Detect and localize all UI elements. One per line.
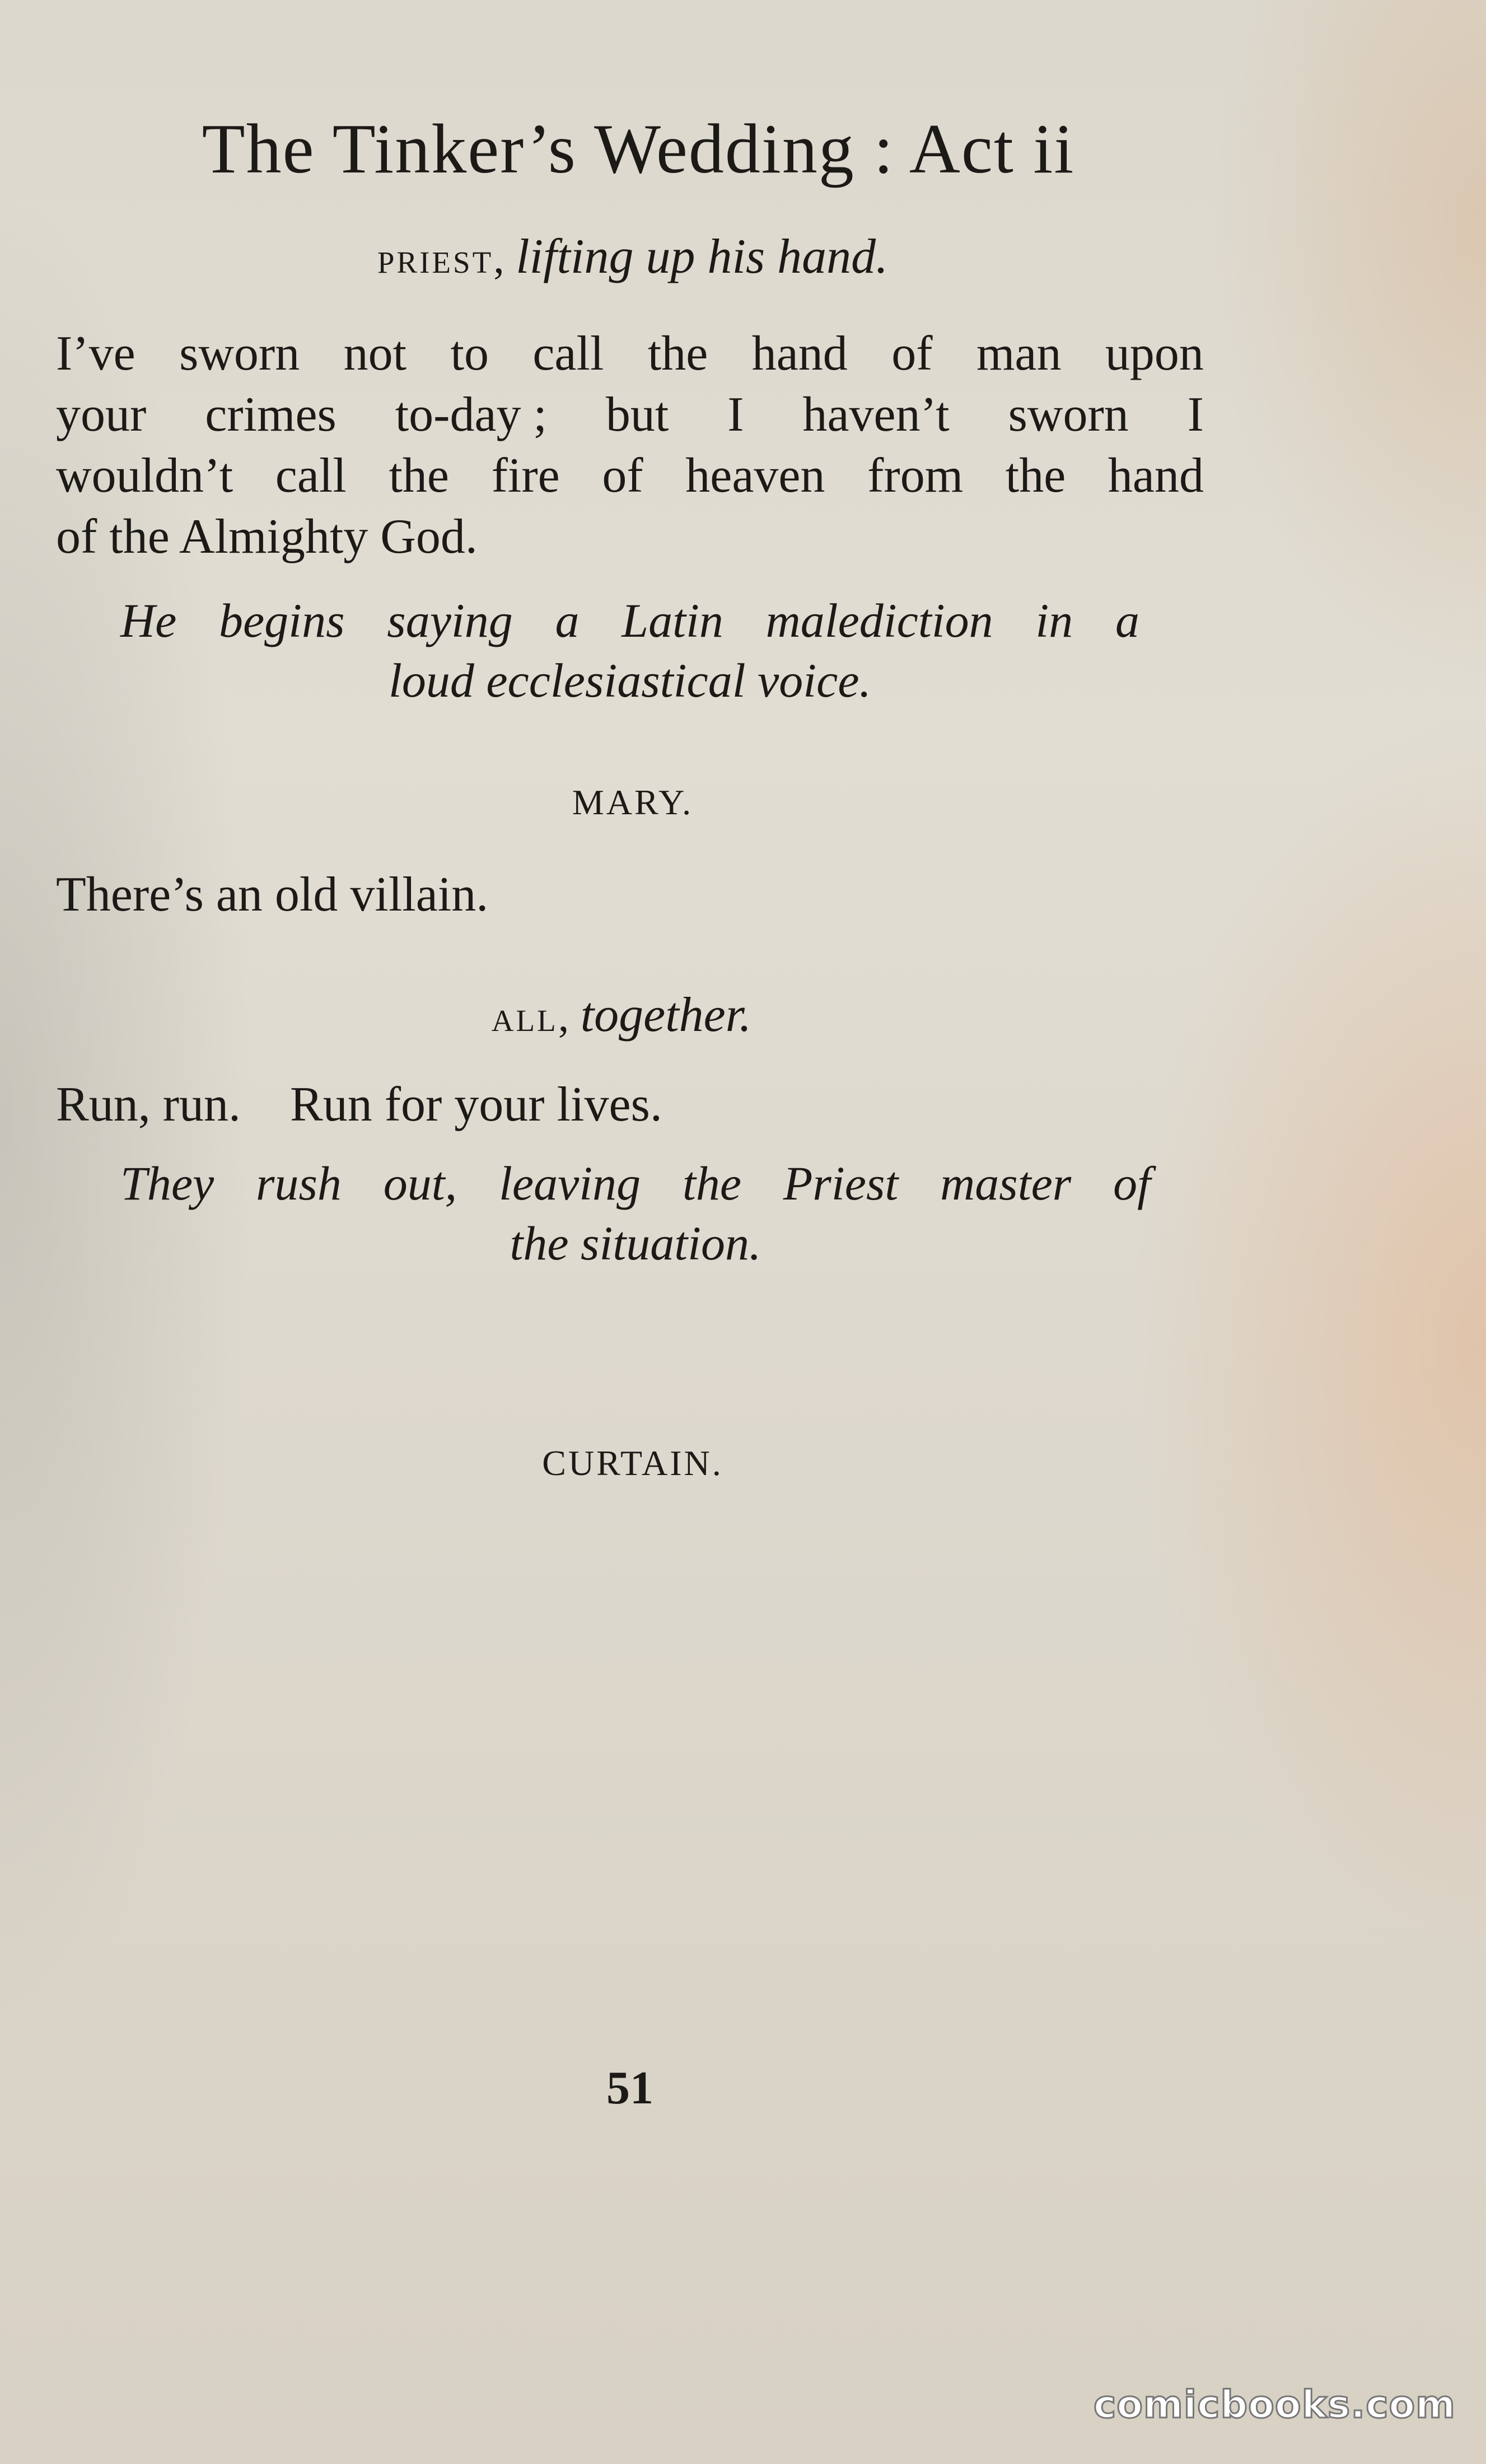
watermark-logo: comicbooks.com bbox=[1093, 2383, 1456, 2427]
word: Latin bbox=[621, 594, 723, 647]
speaker-heading-all bbox=[426, 987, 817, 1043]
word: to bbox=[450, 326, 489, 381]
word: from bbox=[867, 449, 964, 503]
word: leaving bbox=[499, 1156, 641, 1210]
speech-priest bbox=[56, 323, 1204, 567]
word: out, bbox=[383, 1156, 457, 1210]
speech-line bbox=[56, 445, 1204, 506]
word: rush bbox=[256, 1156, 342, 1210]
speech-all: Run, run. Run for your lives. bbox=[56, 1077, 662, 1132]
running-head: The Tinker’s Wedding : Act ii bbox=[202, 110, 1075, 188]
word: in bbox=[1035, 594, 1073, 647]
speech-line bbox=[56, 323, 1204, 384]
speaker-name-all: all, bbox=[491, 992, 572, 1040]
word: They bbox=[120, 1156, 214, 1210]
word: I bbox=[1187, 388, 1204, 442]
speech-line bbox=[56, 384, 1204, 445]
word: of bbox=[891, 326, 933, 381]
word: not bbox=[343, 326, 407, 381]
speech-line: of the Almighty God. bbox=[56, 510, 478, 564]
stage-direction-line: loud ecclesiastical voice. bbox=[388, 654, 872, 707]
speech-mary: There’s an old villain. bbox=[56, 867, 489, 922]
word: your bbox=[56, 388, 147, 442]
word: a bbox=[1115, 594, 1139, 647]
word: malediction bbox=[765, 594, 993, 647]
speaker-name-mary: MARY. bbox=[572, 782, 694, 822]
word: begins bbox=[219, 594, 345, 647]
stage-direction-2 bbox=[120, 1154, 1151, 1273]
speaker-heading-mary bbox=[493, 781, 773, 824]
word: master bbox=[940, 1156, 1072, 1210]
word: He bbox=[120, 594, 177, 647]
stage-direction-line bbox=[120, 591, 1139, 651]
stage-direction-line: the situation. bbox=[510, 1216, 761, 1270]
word: hand bbox=[751, 326, 848, 381]
speaker-heading-priest bbox=[325, 228, 941, 285]
word: haven’t bbox=[802, 388, 950, 442]
speaker-name-priest: priest, bbox=[377, 234, 507, 282]
word: saying bbox=[387, 594, 513, 647]
word: the bbox=[389, 449, 449, 503]
word: of bbox=[602, 449, 643, 503]
word: hand bbox=[1108, 449, 1204, 503]
word: the bbox=[647, 326, 708, 381]
word: call bbox=[275, 449, 347, 503]
word: crimes bbox=[205, 388, 337, 442]
inline-direction-all: together. bbox=[580, 988, 752, 1042]
word: to-day ; bbox=[395, 388, 547, 442]
curtain-heading bbox=[465, 1442, 801, 1485]
word: but bbox=[605, 388, 669, 442]
stage-direction-line bbox=[120, 1154, 1151, 1214]
word: the bbox=[682, 1156, 742, 1210]
stage-direction-1 bbox=[120, 591, 1139, 711]
word: heaven bbox=[685, 449, 825, 503]
word: fire bbox=[491, 449, 560, 503]
word: sworn bbox=[1008, 388, 1129, 442]
word: sworn bbox=[179, 326, 300, 381]
word: man bbox=[976, 326, 1062, 381]
word: upon bbox=[1105, 326, 1204, 381]
word: Priest bbox=[783, 1156, 899, 1210]
word: I bbox=[727, 388, 744, 442]
word: I’ve bbox=[56, 326, 135, 381]
page-number: 51 bbox=[606, 2062, 653, 2114]
word: the bbox=[1005, 449, 1066, 503]
word: call bbox=[532, 326, 604, 381]
curtain-label: CURTAIN. bbox=[542, 1443, 723, 1483]
word: wouldn’t bbox=[56, 449, 233, 503]
inline-direction-priest: lifting up his hand. bbox=[516, 230, 889, 284]
word: of bbox=[1113, 1156, 1151, 1210]
word: a bbox=[555, 594, 580, 647]
